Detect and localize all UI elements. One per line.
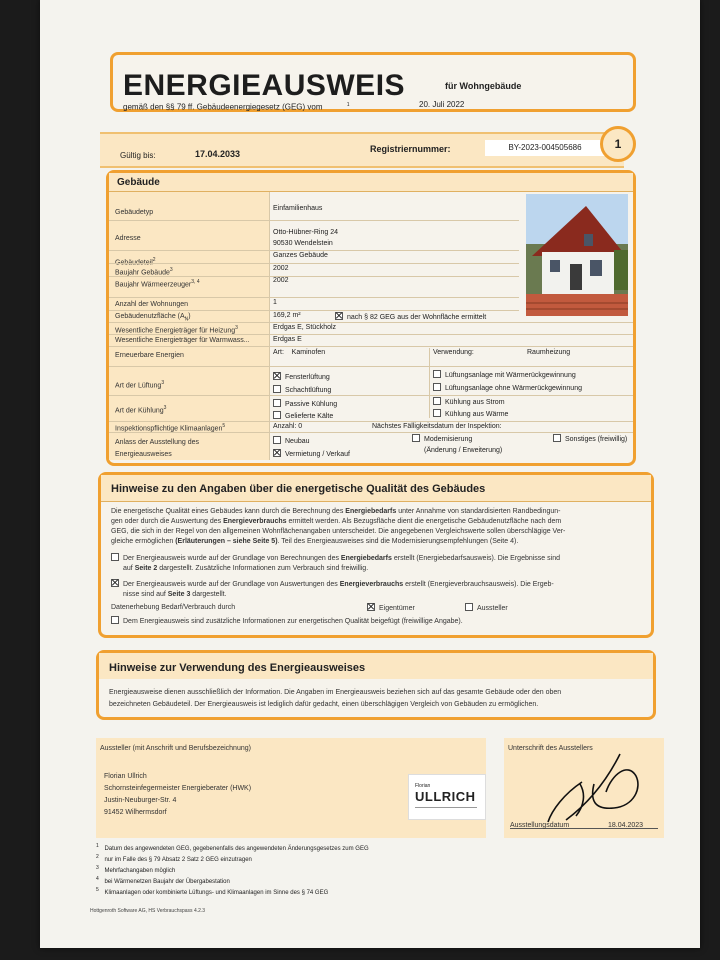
issuer-name: Florian Ullrich bbox=[104, 773, 147, 780]
footnotes bbox=[96, 842, 616, 897]
issuer-city: 91452 Wilhermsdorf bbox=[104, 809, 167, 816]
issuer-box bbox=[96, 738, 486, 838]
type-value: Einfamilienhaus bbox=[273, 205, 323, 212]
ventilation-label: Art der Lüftung$^3$ bbox=[115, 380, 165, 390]
quality-paragraph: Die energetische Qualität eines Gebäudes kann durch die Berechnung des Energiebedarfs unter Annahme von standardisierten Randbedingun- gen oder durch die Auswertung des Energieverbrauchs ermittelt werden. Als Bezugsfläche dient die energetische Gebäudenutzfläche nach dem GEG, die sich in der Regel von den allgemeinen Wohnflächenangaben unterscheidet. Die angegebenen Vergleichswerte sollen überschlägige Ver- gleiche ermöglichen (Erläuterungen – siehe Seite 5). Teil des Energieausweises sind die Modernisierungsempfehlungen (Seite 4). bbox=[111, 508, 566, 545]
footnote-2: $^2$ nur im Falle des § 79 Absatz 2 Satz 2 GEG einzutragen bbox=[96, 854, 252, 863]
law-text: gemäß den §§ 79 ff. Gebäudeenergiegesetz (GEG) vom bbox=[123, 102, 323, 112]
footnote-4: $^4$ bei Wärmenetzen Baujahr der Übergabestation bbox=[96, 876, 230, 885]
area-label: Gebäudenutzfläche $(A_N)$ bbox=[115, 313, 191, 323]
stamp-first-name: Florian bbox=[415, 783, 431, 789]
signature-box bbox=[504, 738, 664, 838]
heating-carrier-label: Wesentliche Energieträger für Heizung$^3$ bbox=[115, 325, 238, 335]
water-carrier-value: Erdgas E bbox=[273, 336, 302, 343]
ac-count: Anzahl: 0 bbox=[273, 423, 303, 430]
address-line-1: Otto-Hübner-Ring 24 bbox=[273, 229, 338, 236]
reason-option-rent-sale[interactable]: Vermietung / Verkauf bbox=[273, 449, 350, 458]
building-title: Gebäude bbox=[117, 177, 160, 188]
year-label: Baujahr Gebäude$^3$ bbox=[115, 267, 173, 277]
cool-option-delivered[interactable]: Gelieferte Kälte bbox=[273, 411, 333, 420]
demand-option[interactable]: Der Energieausweis wurde auf der Grundlage von Berechnungen des Energiebedarfs erstellt (Energiebedarfsausweis). Die Ergebnisse sind auf Seite 2 dargestellt. Zusätzliche Informationen zum Verbrauch sind freiwillig. bbox=[111, 553, 647, 574]
usage-line-1: Energieausweise dienen ausschließlich der Information. Die Angaben im Energieausweis beziehen sich auf das gesamte Gebäude oder den oben bbox=[109, 689, 562, 696]
building-header bbox=[109, 173, 633, 192]
units-label: Anzahl der Wohnungen bbox=[115, 301, 189, 308]
renewable-use: Verwendung: bbox=[433, 349, 474, 356]
page-number-badge: 1 bbox=[600, 126, 636, 162]
valid-until-date: 17.04.2033 bbox=[195, 149, 241, 159]
reason-option-new[interactable]: Neubau bbox=[273, 436, 310, 445]
law-footnote: 1 bbox=[346, 102, 350, 108]
usage-header bbox=[99, 653, 653, 679]
registration-label: Registriernummer: bbox=[370, 144, 451, 154]
validity-strip bbox=[100, 132, 624, 168]
water-carrier-label: Wesentliche Energieträger für Warmwass... bbox=[115, 337, 250, 344]
signature-label: Unterschrift des Ausstellers bbox=[508, 745, 593, 752]
footnote-5: $^5$ Klimaanlagen oder kombinierte Lüftungs- und Klimaanlagen im Sinne des § 74 GEG bbox=[96, 887, 329, 896]
renewable-use-value: Raumheizung bbox=[527, 349, 571, 356]
reason-label-1: Anlass der Ausstellung des bbox=[115, 439, 200, 446]
document-subtitle: für Wohngebäude bbox=[445, 81, 522, 91]
usage-section bbox=[96, 650, 656, 720]
type-label: Gebäudetyp bbox=[115, 209, 154, 216]
stamp-last-name: ULLRICH bbox=[415, 789, 476, 804]
usage-line-2: bezeichneten Gebäudeteil. Der Energieausweis ist lediglich dafür gedacht, einen überschlägigen Vergleich von Gebäuden zu ermöglichen. bbox=[109, 701, 539, 708]
reason-label-2: Energieausweises bbox=[115, 451, 172, 458]
quality-section bbox=[98, 472, 654, 638]
footnote-1: $^1$ Datum des angewendeten GEG, gegebenenfalls des angewendeten Änderungsgesetzes zum GEG bbox=[96, 843, 369, 852]
issuer-label: Aussteller (mit Anschrift und Berufsbezeichnung) bbox=[100, 745, 251, 752]
address-line-2: 90530 Wendelstein bbox=[273, 240, 333, 247]
renewable-art: Art: Kaminofen bbox=[273, 349, 326, 356]
heater-year-label: Baujahr Wärmeerzeuger$^{3, 4}$ bbox=[115, 279, 200, 289]
house-photo bbox=[526, 194, 628, 316]
vent-option-shaft[interactable]: Schachtlüftung bbox=[273, 385, 331, 394]
cool-option-heat[interactable]: Kühlung aus Wärme bbox=[433, 409, 508, 418]
heating-carrier-value: Erdgas E, Stückholz bbox=[273, 324, 337, 331]
signature-drawing bbox=[524, 748, 654, 826]
issue-date-label: Ausstellungsdatum bbox=[510, 822, 570, 829]
vent-option-with-recovery[interactable]: Lüftungsanlage mit Wärmerückgewinnung bbox=[433, 370, 576, 379]
units-value: 1 bbox=[273, 299, 277, 306]
valid-until-label: Gültig bis: bbox=[120, 151, 156, 160]
cool-option-passive[interactable]: Passive Kühlung bbox=[273, 399, 337, 408]
header-box bbox=[110, 52, 636, 112]
reason-option-modernisation[interactable]: Modernisierung bbox=[412, 434, 472, 443]
registration-number: BY-2023-004505686 bbox=[485, 140, 605, 156]
part-value: Ganzes Gebäude bbox=[273, 252, 328, 259]
usage-title: Hinweise zur Verwendung des Energieausweises bbox=[109, 662, 366, 674]
part-label: 2 bbox=[152, 257, 156, 263]
vent-option-window[interactable]: Fensterlüftung bbox=[273, 372, 330, 381]
ac-next-inspection-label: Nächstes Fälligkeitsdatum der Inspektion: bbox=[372, 423, 502, 430]
footnote-3: $^3$ Mehrfachangaben möglich bbox=[96, 865, 176, 874]
law-line bbox=[123, 102, 350, 112]
reason-option-modernisation-note: (Änderung / Erweiterung) bbox=[424, 447, 503, 454]
heater-year-value: 2002 bbox=[273, 277, 289, 284]
data-collection-label: Datenerhebung Bedarf/Verbrauch durch bbox=[111, 604, 236, 611]
building-section bbox=[106, 170, 636, 466]
issuer-profession: Schornsteinfegermeister Energieberater (HWK) bbox=[104, 785, 252, 792]
document-title: ENERGIEAUSWEIS bbox=[123, 69, 406, 102]
data-owner-option[interactable]: Eigentümer bbox=[367, 603, 415, 614]
law-date: 20. Juli 2022 bbox=[419, 100, 465, 109]
area-note-checkbox[interactable] bbox=[335, 312, 343, 320]
document-page bbox=[40, 0, 700, 948]
vent-option-without-recovery[interactable]: Lüftungsanlage ohne Wärmerückgewinnung bbox=[433, 383, 582, 392]
quality-header bbox=[101, 475, 651, 502]
data-issuer-option[interactable]: Aussteller bbox=[465, 603, 508, 614]
cooling-label: Art der Kühlung$^3$ bbox=[115, 405, 167, 415]
area-value: 169,2 m² bbox=[273, 312, 301, 319]
quality-title: Hinweise zu den Angaben über die energetische Qualität des Gebäudes bbox=[111, 483, 486, 495]
ac-label: Inspektionspflichtige Klimaanlagen$^5$ bbox=[115, 423, 226, 433]
extra-info-option[interactable]: Dem Energieausweis sind zusätzliche Informationen zur energetischen Qualität beigefügt (freiwillige Angabe). bbox=[111, 616, 463, 627]
consumption-option[interactable]: Der Energieausweis wurde auf der Grundlage von Auswertungen des Energieverbrauchs erstellt (Energieverbrauchsausweis). Die Ergeb- nisse sind auf Seite 3 dargestellt. bbox=[111, 579, 647, 600]
reason-option-other[interactable]: Sonstiges (freiwillig) bbox=[553, 434, 627, 443]
issuer-street: Justin-Neuburger-Str. 4 bbox=[104, 797, 177, 804]
software-credit: Hottgenroth Software AG, HS Verbrauchspass 4.2.3 bbox=[90, 908, 206, 914]
issuer-stamp bbox=[408, 774, 486, 820]
address-label: Adresse bbox=[115, 235, 141, 242]
issue-date-value: 18.04.2023 bbox=[608, 822, 644, 829]
renewable-label: Erneuerbare Energien bbox=[115, 352, 184, 359]
cool-option-electric[interactable]: Kühlung aus Strom bbox=[433, 397, 505, 406]
year-value: 2002 bbox=[273, 265, 289, 272]
area-note: nach § 82 GEG aus der Wohnfläche ermittelt bbox=[335, 312, 486, 321]
